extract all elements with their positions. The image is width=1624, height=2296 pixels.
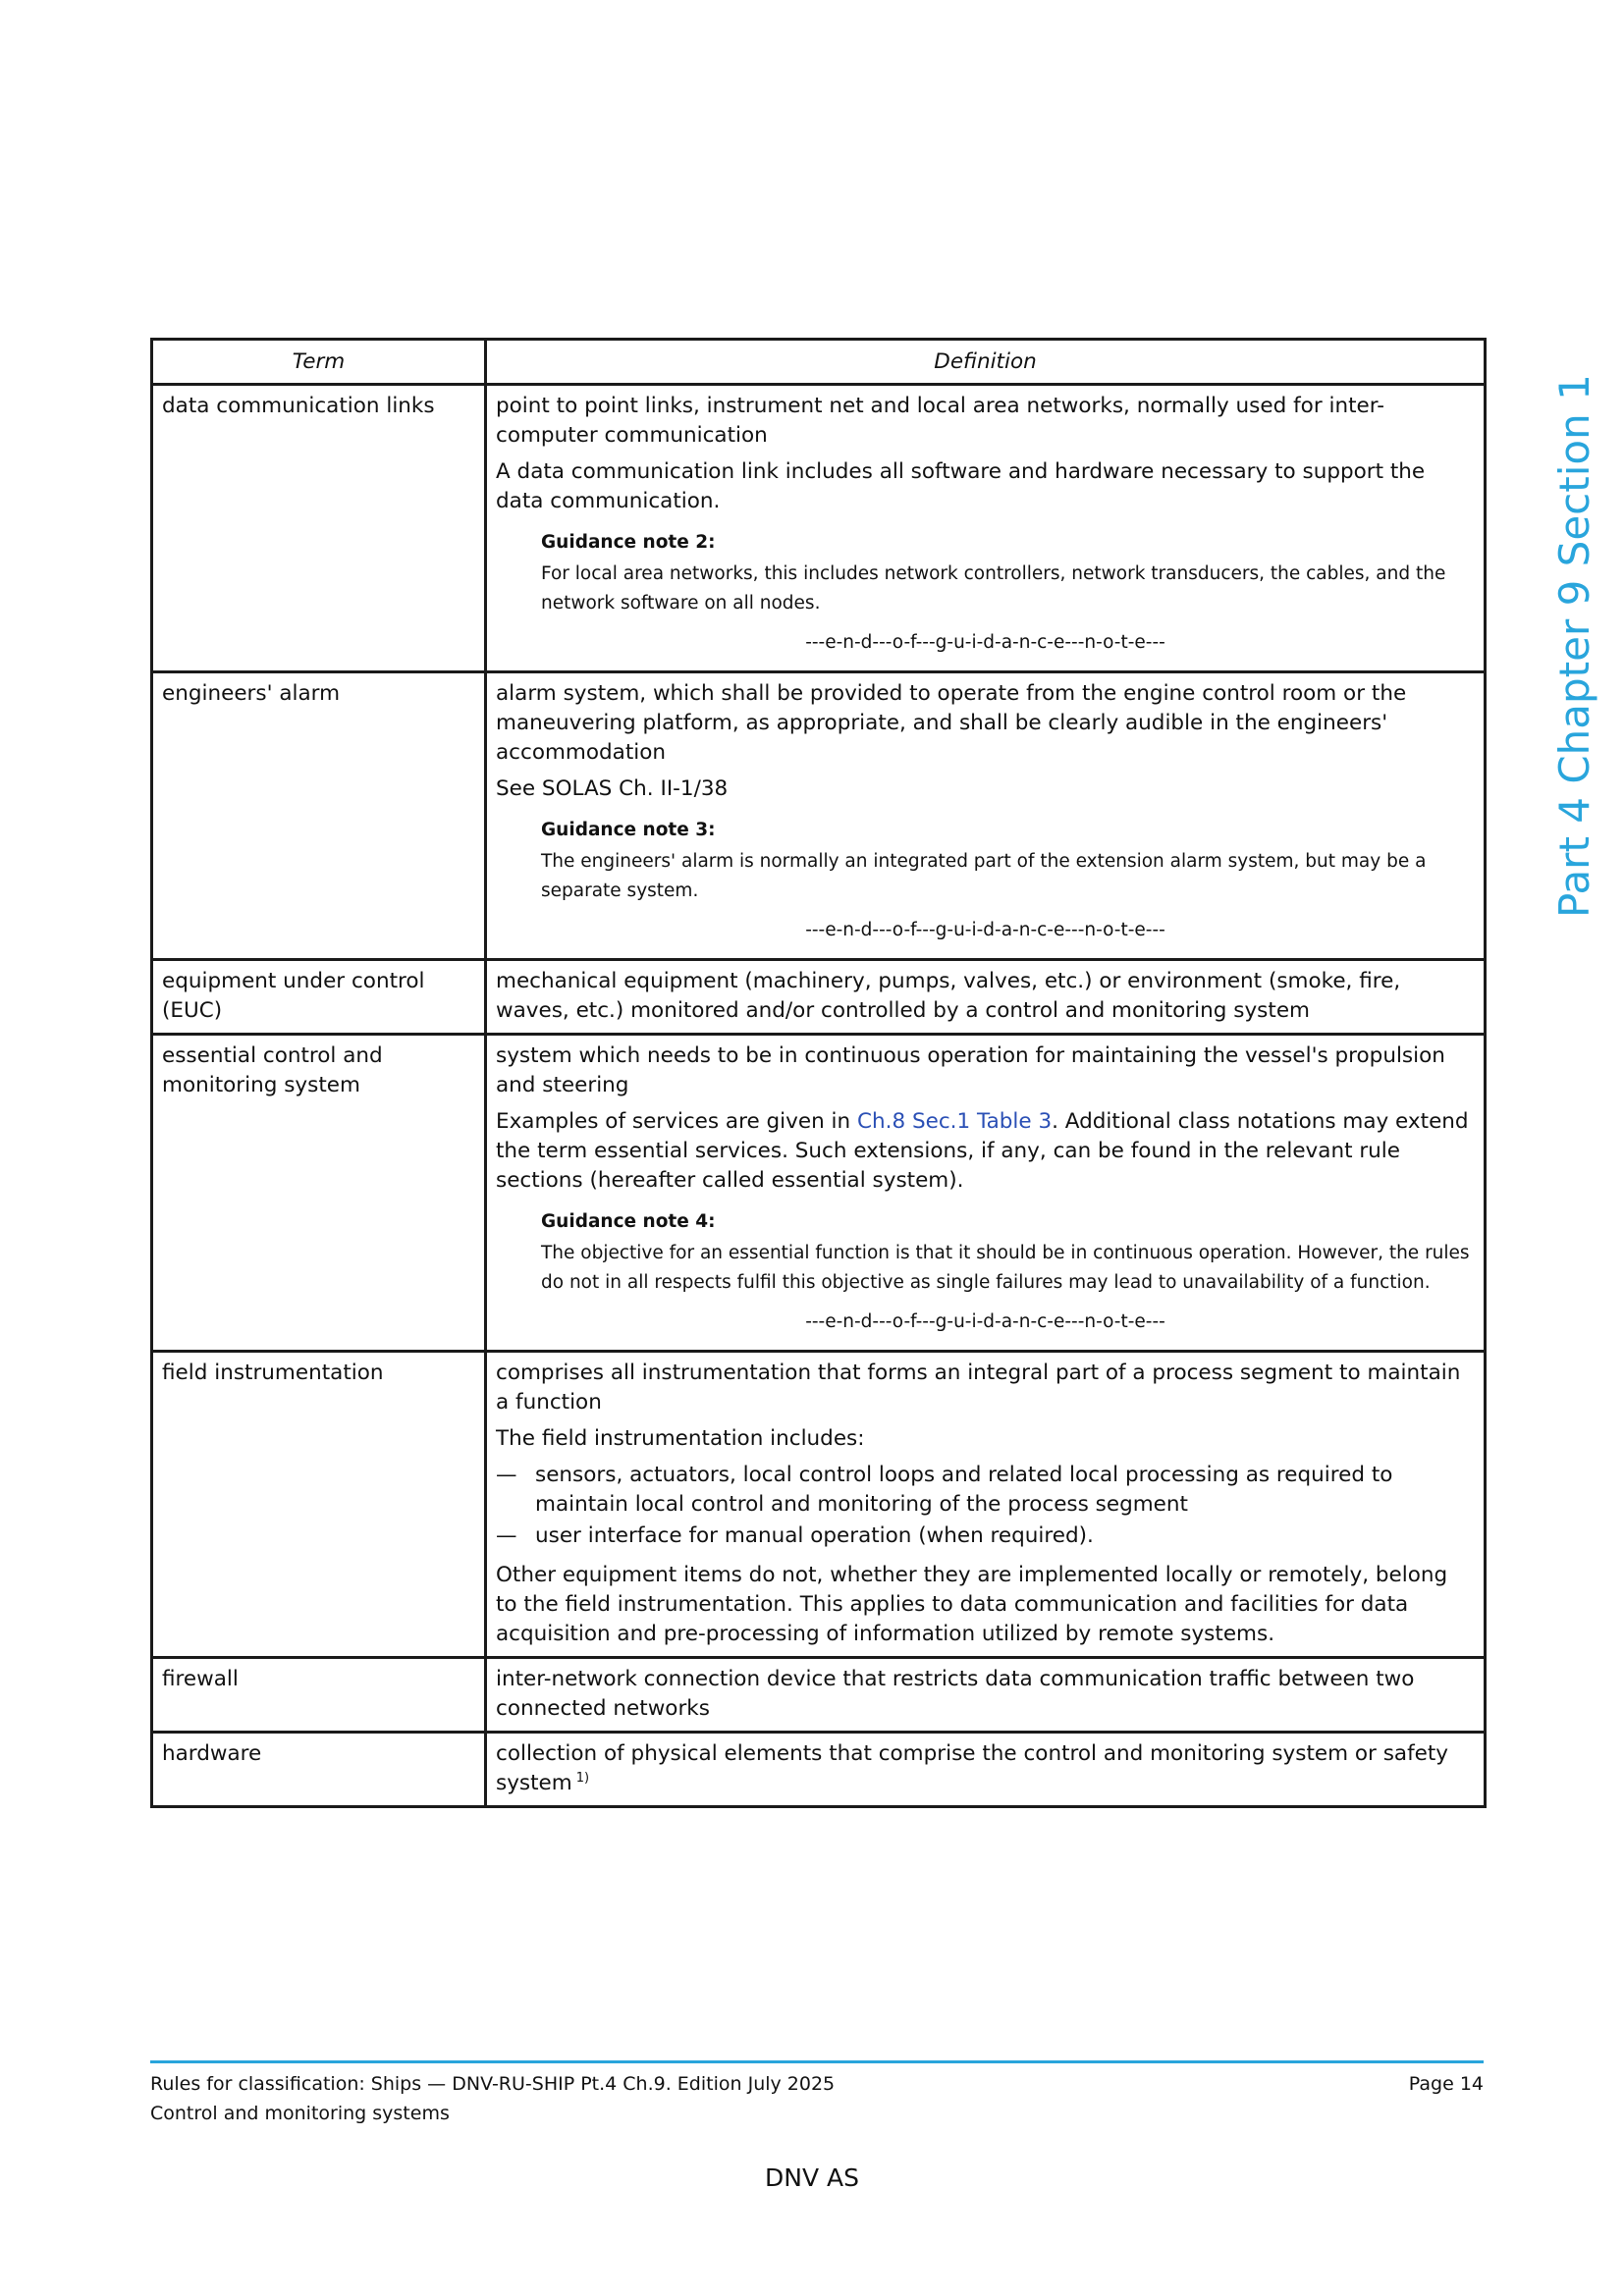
guidance-end-marker: ---e-n-d---o-f---g-u-i-d-a-n-c-e---n-o-t-e--- [805,632,1165,653]
definition-cell [486,1733,1486,1807]
definition-text: A data communication link includes all software and hardware necessary to support the data communication. [496,459,1426,513]
guidance-title: Guidance note 4: [541,1211,716,1232]
definition-text-part: collection of physical elements that comprise the control and monitoring system or safety system [496,1741,1449,1795]
table-row [152,960,1486,1035]
definition-text: alarm system, which shall be provided to operate from the engine control room or the maneuvering platform, as appropriate, and shall be clearly audible in the engineers' accommodation [496,681,1407,765]
definition-text [496,1739,1475,1798]
definition-text: point to point links, instrument net and local area networks, normally used for inter-computer communication [496,394,1384,448]
definition-cell [486,385,1486,672]
term-cell: equipment under control (EUC) [152,960,486,1035]
cross-reference-link[interactable]: Ch.8 Sec.1 Table 3 [857,1109,1053,1134]
guidance-note [541,816,1475,945]
footnote-reference[interactable]: 1) [575,1770,590,1786]
guidance-note [541,1207,1475,1337]
definition-cell [486,1035,1486,1352]
guidance-title: Guidance note 3: [541,820,716,840]
guidance-note [541,528,1475,658]
term-cell: essential control and monitoring system [152,1035,486,1352]
table-row [152,1035,1486,1352]
definition-cell [486,1658,1486,1733]
guidance-end-marker: ---e-n-d---o-f---g-u-i-d-a-n-c-e---n-o-t-e--- [805,920,1165,940]
definition-cell [486,672,1486,960]
definition-text: inter-network connection device that restricts data communication traffic between two connected networks [496,1667,1415,1721]
guidance-end-marker: ---e-n-d---o-f---g-u-i-d-a-n-c-e---n-o-t-e--- [805,1311,1165,1332]
definition-cell [486,1352,1486,1658]
guidance-text: For local area networks, this includes network controllers, network transducers, the cables, and the network software on all nodes. [541,563,1446,614]
term-cell: hardware [152,1733,486,1807]
bullet-list [496,1461,1475,1551]
table-row [152,1352,1486,1658]
list-item [496,1461,1475,1520]
company-name: DNV AS [765,2163,859,2192]
header-term: Term [152,340,486,385]
definition-text: See SOLAS Ch. II-1/38 [496,776,729,801]
definition-text: Other equipment items do not, whether they are implemented locally or remotely, belong to the field instrumentation. This applies to data communication and facilities for data acquisition and pre-processing of information utilized by remote systems. [496,1563,1448,1646]
dash-bullet: — [496,1523,517,1548]
table-row [152,1733,1486,1807]
table-row [152,672,1486,960]
list-item [496,1522,1475,1551]
footer-document-title: Rules for classification: Ships — DNV-RU-SHIP Pt.4 Ch.9. Edition July 2025 [150,2073,836,2095]
term-cell: firewall [152,1658,486,1733]
header-definition: Definition [486,340,1486,385]
footer-divider [150,2060,1484,2063]
definition-cell [486,960,1486,1035]
footer-document-info [150,2069,835,2128]
definition-text: system which needs to be in continuous operation for maintaining the vessel's propulsion and steering [496,1043,1445,1097]
guidance-text: The engineers' alarm is normally an integrated part of the extension alarm system, but may be a separate system. [541,851,1427,901]
table-header-row [152,340,1486,385]
footer-document-subtitle: Control and monitoring systems [150,2103,450,2124]
list-item-text: user interface for manual operation (when required). [535,1523,1094,1548]
term-cell: field instrumentation [152,1352,486,1658]
terms-table [150,338,1487,1808]
page-number: Page 14 [1408,2073,1484,2095]
table-row [152,385,1486,672]
term-cell: data communication links [152,385,486,672]
side-section-label-text: Part 4 Chapter 9 Section 1 [1550,374,1598,918]
definition-text-part: . Additional class notations may extend the term essential services. Such extensions, if any, can be found in the relevant rule sections (hereafter called essential system). [496,1109,1469,1193]
guidance-title: Guidance note 2: [541,532,716,553]
table-row [152,1658,1486,1733]
list-item-text: sensors, actuators, local control loops and related local processing as required to maintain local control and monitoring of the process segment [535,1463,1393,1517]
definition-text [496,1107,1475,1196]
dash-bullet: — [496,1463,517,1487]
definition-text: comprises all instrumentation that forms an integral part of a process segment to maintain a function [496,1361,1461,1415]
definition-text-part: Examples of services are given in [496,1109,857,1134]
definition-text: The field instrumentation includes: [496,1426,865,1451]
term-cell: engineers' alarm [152,672,486,960]
guidance-text: The objective for an essential function is that it should be in continuous operation. However, the rules do not in all respects fulfil this objective as single failures may lead to unavailability of a function. [541,1243,1470,1293]
definition-text: mechanical equipment (machinery, pumps, valves, etc.) or environment (smoke, fire, waves, etc.) monitored and/or controlled by a control and monitoring system [496,969,1401,1023]
